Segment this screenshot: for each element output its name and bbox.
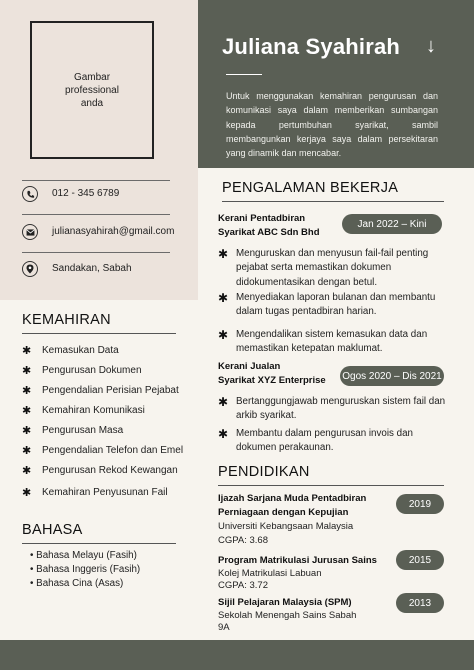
candidate-name: Juliana Syahirah bbox=[222, 34, 401, 59]
contact-location: Sandakan, Sabah bbox=[52, 263, 132, 274]
education-heading: Ijazah Sarjana Muda Pentadbiran Perniagaan dengan Kepujian bbox=[218, 493, 367, 518]
education-heading: Program Matrikulasi Jurusan Sains bbox=[218, 555, 377, 566]
job-heading: Kerani Jualan Syarikat XYZ Enterprise bbox=[218, 361, 326, 386]
job-bullet: ✱ Menyediakan laporan bulanan dan membantu dalam tugas pentadbiran harian. bbox=[218, 291, 448, 320]
language-item: • Bahasa Cina (Asas) bbox=[30, 578, 124, 589]
education-grade: 9A bbox=[218, 622, 230, 633]
skill-item: ✱ Kemasukan Data bbox=[22, 345, 119, 357]
job-bullet: ✱ Membantu dalam pengurusan invois dan dokumen perakaunan. bbox=[218, 427, 448, 456]
education-year-badge: 2019 bbox=[396, 494, 444, 514]
contact-divider bbox=[22, 214, 170, 215]
asterisk-icon: ✱ bbox=[22, 365, 32, 377]
skill-item: ✱ Pengendalian Perisian Pejabat bbox=[22, 385, 179, 397]
phone-icon bbox=[22, 186, 38, 202]
education-school: Kolej Matrikulasi Labuan bbox=[218, 568, 322, 579]
language-item: • Bahasa Inggeris (Fasih) bbox=[30, 564, 141, 575]
asterisk-icon: ✱ bbox=[218, 291, 229, 305]
language-item: • Bahasa Melayu (Fasih) bbox=[30, 550, 137, 561]
education-school: Sekolah Menengah Sains Sabah bbox=[218, 610, 357, 621]
skills-title: KEMAHIRAN bbox=[22, 312, 111, 328]
experience-divider bbox=[222, 201, 444, 202]
asterisk-icon: ✱ bbox=[218, 395, 229, 409]
education-heading: Sijil Pelajaran Malaysia (SPM) bbox=[218, 597, 352, 608]
asterisk-icon: ✱ bbox=[22, 445, 32, 457]
job-period-badge: Ogos 2020 – Dis 2021 bbox=[340, 366, 444, 386]
languages-divider bbox=[22, 543, 176, 544]
skill-item: ✱ Pengurusan Dokumen bbox=[22, 365, 142, 377]
skill-item: ✱ Pengurusan Masa bbox=[22, 425, 124, 437]
education-grade: CGPA: 3.72 bbox=[218, 580, 268, 591]
asterisk-icon: ✱ bbox=[22, 405, 32, 417]
photo-placeholder bbox=[30, 21, 154, 159]
skill-item: ✱ Kemahiran Penyusunan Fail bbox=[22, 487, 168, 499]
education-grade: CGPA: 3.68 bbox=[218, 535, 268, 546]
education-school: Universiti Kebangsaan Malaysia bbox=[218, 521, 354, 532]
education-title: PENDIDIKAN bbox=[218, 464, 310, 480]
arrow-down-icon: ↓ bbox=[426, 35, 436, 57]
contact-divider bbox=[22, 180, 170, 181]
job-bullet: ✱ Bertanggungjawab menguruskan sistem fail dan arkib syarikat. bbox=[218, 395, 448, 424]
contact-phone: 012 - 345 6789 bbox=[52, 188, 120, 199]
skill-item: ✱ Kemahiran Komunikasi bbox=[22, 405, 145, 417]
email-icon bbox=[22, 224, 38, 240]
experience-title: PENGALAMAN BEKERJA bbox=[222, 180, 399, 196]
asterisk-icon: ✱ bbox=[22, 345, 32, 357]
asterisk-icon: ✱ bbox=[22, 487, 32, 499]
asterisk-icon: ✱ bbox=[22, 385, 32, 397]
skill-item: ✱ Pengurusan Rekod Kewangan bbox=[22, 465, 178, 477]
photo-placeholder-text: Gambar professional anda bbox=[65, 71, 119, 109]
job-period-badge: Jan 2022 – Kini bbox=[342, 214, 442, 234]
education-divider bbox=[218, 485, 444, 486]
skill-item: ✱ Pengendalian Telefon dan Emel bbox=[22, 445, 184, 457]
job-bullet: ✱ Menguruskan dan menyusun fail-fail penting pejabat serta memastikan dokumen didokumentasikan dengan betul. bbox=[218, 247, 448, 290]
profile-summary: Untuk menggunakan kemahiran pengurusan dan komunikasi saya dalam memberikan sumbangan kepada pertumbuhan syarikat, sambil membangunkan kerjaya saya dalam persekitaran yang dinamik dan mencabar. bbox=[226, 91, 438, 159]
education-year-badge: 2013 bbox=[396, 593, 444, 613]
asterisk-icon: ✱ bbox=[218, 328, 229, 342]
location-pin-icon bbox=[22, 261, 38, 277]
job-heading: Kerani Pentadbiran Syarikat ABC Sdn Bhd bbox=[218, 213, 320, 238]
name-divider bbox=[226, 74, 262, 75]
asterisk-icon: ✱ bbox=[218, 247, 229, 261]
skills-divider bbox=[22, 333, 176, 334]
education-year-badge: 2015 bbox=[396, 550, 444, 570]
contact-email[interactable]: julianasyahirah@gmail.com bbox=[52, 226, 175, 237]
contact-divider bbox=[22, 252, 170, 253]
job-bullet: ✱ Mengendalikan sistem kemasukan data dan memastikan ketepatan maklumat. bbox=[218, 328, 448, 357]
languages-title: BAHASA bbox=[22, 522, 83, 538]
footer-bar bbox=[0, 640, 474, 670]
asterisk-icon: ✱ bbox=[22, 425, 32, 437]
asterisk-icon: ✱ bbox=[218, 427, 229, 441]
asterisk-icon: ✱ bbox=[22, 465, 32, 477]
